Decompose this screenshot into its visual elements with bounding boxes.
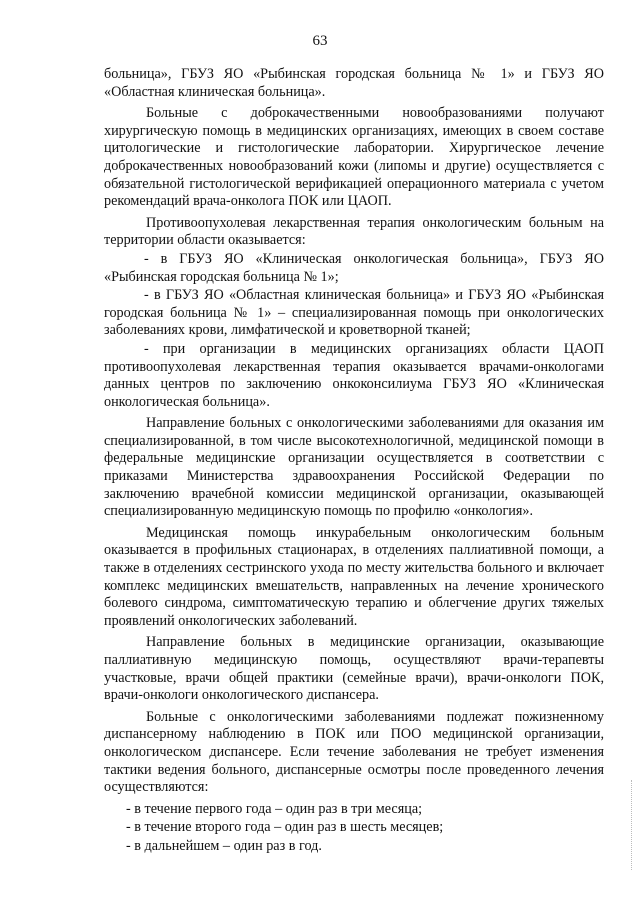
scan-edge-mark [631,780,634,870]
paragraph-referral-federal: Направление больных с онкологическими заболеваниями для оказания им специализированной, в том числе высокотехнологичной, медицинской помощи в федеральные медицинские организации осуществляется в соответствии с приказами Министерства здравоохранения Российской Федерации по заключению врачебной комиссии медицинской организации, оказывающей специализированную медицинскую помощь по профилю «онкология». [104,415,604,520]
document-body [104,66,604,857]
paragraph-dispensary-observation: Больные с онкологическими заболеваниями подлежат пожизненному диспансерному наблюдению в ПОК или ПОО медицинской организации, онкологическом диспансере. Если течение заболевания не требует изменения тактики ведения больного, диспансерные осмотры после проведенного лечения осуществляются: [104,708,604,796]
list-item-schedule-3: - в дальнейшем – один раз в год. [126,837,322,854]
paragraph-continuation: больница», ГБУЗ ЯО «Рыбинская городская больница № 1» и ГБУЗ ЯО «Областная клиническая больница». [104,66,604,100]
paragraph-palliative-referral: Направление больных в медицинские организации, оказывающие паллиативную медицинскую помощь, осуществляют врачи-терапевты участковые, врачи общей практики (семейные врачи), врачи-онкологи ПОК, врачи-онкологи онкологического диспансера. [104,634,604,704]
list-item-schedule-1: - в течение первого года – один раз в три месяца; [126,800,423,817]
list-item-therapy-3: - при организации в медицинских организациях области ЦАОП противоопухолевая лекарственная терапия оказывается врачами-онкологами данных центров по заключению онкоконсилиума ГБУЗ ЯО «Клиническая онкологическая больница». [104,340,604,410]
list-item-therapy-1: - в ГБУЗ ЯО «Клиническая онкологическая больница», ГБУЗ ЯО «Рыбинская городская больница № 1»; [104,250,604,285]
paragraph-benign-neoplasms: Больные с доброкачественными новообразованиями получают хирургическую помощь в медицинских организациях, имеющих в своем составе цитологические и гистологические лаборатории. Хирургическое лечение доброкачественных новообразований кожи (липомы и другие) осуществляется с обязательной гистологической верификацией операционного материала с учетом рекомендаций врача-онколога ПОК или ЦАОП. [104,105,604,210]
list-item-schedule-2: - в течение второго года – один раз в шесть месяцев; [126,819,444,836]
paragraph-palliative-care: Медицинская помощь инкурабельным онкологическим больным оказывается в профильных стационарах, в отделениях паллиативной помощи, а также в отделениях сестринского ухода по месту жительства больного и включает комплекс медицинских вмешательств, направленных на лечение хронического болевого синдрома, симптоматическую терапию и облегчение других тяжелых проявлений онкологических заболеваний. [104,524,604,629]
page-number: 63 [312,33,328,49]
paragraph-antitumor-therapy: Противоопухолевая лекарственная терапия онкологическим больным на территории области оказывается: [104,214,604,249]
list-item-therapy-2: - в ГБУЗ ЯО «Областная клиническая больница» и ГБУЗ ЯО «Рыбинская городская больница № 1» – специализированная помощь при онкологических заболеваниях крови, лимфатической и кроветворной тканей; [104,287,604,339]
